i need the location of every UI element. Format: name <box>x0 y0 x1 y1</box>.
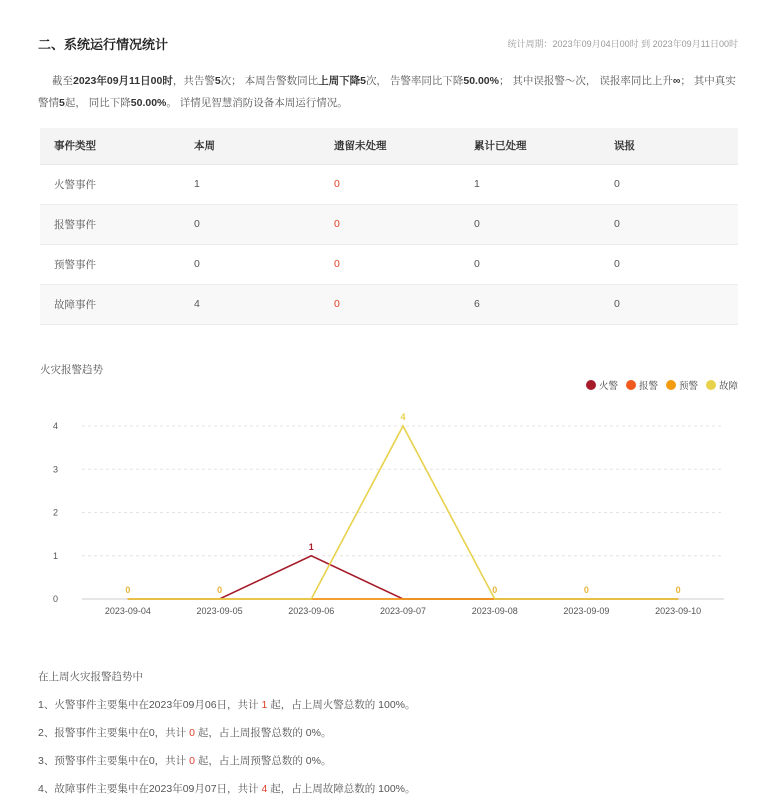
header-event-type: 事件类型 <box>40 128 180 164</box>
table-row <box>40 164 738 204</box>
summary-real-rate: 50.00% <box>130 97 167 109</box>
legend-item-fire[interactable] <box>586 378 618 392</box>
table-row <box>40 244 738 284</box>
summary-text: ； 其中误报警～次， 误报率同比上升 <box>498 75 673 87</box>
cell-this-week: 0 <box>180 244 320 284</box>
analysis-text: 3、预警事件主要集中在0，共计 <box>38 755 190 767</box>
analysis-intro: 在上周火灾报警趋势中 <box>38 671 143 683</box>
section-header <box>38 34 738 54</box>
data-label: 0 <box>583 585 589 595</box>
analysis-text: 4、故障事件主要集中在2023年09月07日，共计 <box>38 783 262 795</box>
legend-dot <box>586 380 596 390</box>
legend-item-warning[interactable] <box>666 378 698 392</box>
analysis-count: 0 <box>189 755 195 767</box>
x-tick-label: 2023-09-04 <box>104 606 151 616</box>
y-tick-label: 0 <box>52 594 58 604</box>
table-row <box>40 204 738 244</box>
summary-paragraph <box>38 70 740 114</box>
statistics-period: 统计周期：2023年09月04日00时 到 2023年09月11日00时 <box>507 39 738 49</box>
summary-change-label: 上周下降 <box>318 75 361 87</box>
legend-dot <box>706 380 716 390</box>
analysis-text: 起，占上周报警总数的 0%。 <box>194 727 332 739</box>
cell-processed: 1 <box>460 164 600 204</box>
legend-item-fault[interactable] <box>706 378 738 392</box>
cell-processed: 6 <box>460 284 600 324</box>
legend-item-alarm[interactable] <box>626 378 658 392</box>
analysis-item <box>38 726 416 754</box>
y-tick-label: 2 <box>52 507 58 518</box>
data-label: 0 <box>675 585 681 595</box>
analysis-text: 2、报警事件主要集中在0，共计 <box>38 727 190 739</box>
analysis-count: 4 <box>261 783 268 795</box>
analysis-count: 1 <box>261 699 268 711</box>
y-tick-label: 4 <box>52 421 58 431</box>
section-title: 二、系统运行情况统计 <box>38 37 169 52</box>
analysis-text: 起，占上周故障总数的 100%。 <box>267 783 416 795</box>
data-label: 0 <box>492 585 498 595</box>
cell-unprocessed: 0 <box>320 164 460 204</box>
chart-title: 火灾报警趋势 <box>40 364 103 376</box>
x-tick-label: 2023-09-10 <box>655 606 702 616</box>
summary-text: 起， 同比下降 <box>64 97 131 109</box>
header-false-alarm: 误报 <box>600 128 738 164</box>
cell-false-alarm: 0 <box>600 164 738 204</box>
summary-false-rate: ∞ <box>672 75 681 87</box>
summary-alarm-rate: 50.00% <box>463 75 499 87</box>
chart-legend <box>586 378 738 392</box>
table-header-row <box>40 128 738 164</box>
summary-alarm-count: 5 <box>214 75 221 87</box>
cell-false-alarm: 0 <box>600 244 738 284</box>
cell-this-week: 4 <box>180 284 320 324</box>
cell-event-type: 预警事件 <box>40 244 180 284</box>
y-tick-label: 3 <box>52 464 58 475</box>
cell-processed: 0 <box>460 244 600 284</box>
fire-alarm-trend-chart <box>30 400 742 630</box>
legend-label: 预警 <box>678 381 698 392</box>
summary-text: 。 详情见智慧消防设备本周运行情况。 <box>166 97 348 109</box>
cell-event-type: 火警事件 <box>40 164 180 204</box>
table-row <box>40 284 738 324</box>
cell-event-type: 故障事件 <box>40 284 180 324</box>
cell-unprocessed: 0 <box>320 284 460 324</box>
legend-label: 报警 <box>638 381 658 392</box>
cell-unprocessed: 0 <box>320 204 460 244</box>
summary-change-count: 5 <box>360 75 366 87</box>
summary-text: ； 其中真实警情 <box>38 75 736 109</box>
series-line <box>128 556 678 599</box>
legend-dot <box>666 380 676 390</box>
event-stats-table <box>40 128 738 325</box>
header-unprocessed: 遗留未处理 <box>320 128 460 164</box>
analysis-text: 1、火警事件主要集中在2023年09月06日，共计 <box>38 699 262 711</box>
summary-text: 次， 告警率同比下降 <box>365 75 464 87</box>
analysis-item <box>38 698 416 726</box>
x-tick-label: 2023-09-05 <box>196 606 243 616</box>
analysis-text: 起，占上周火警总数的 100%。 <box>267 699 416 711</box>
legend-label: 火警 <box>598 381 618 392</box>
analysis-text: 起，占上周预警总数的 0%。 <box>194 755 332 767</box>
x-tick-label: 2023-09-07 <box>379 606 427 616</box>
summary-text: 截至 <box>52 75 73 87</box>
analysis-count: 0 <box>189 727 195 739</box>
legend-label: 故障 <box>718 381 738 392</box>
x-tick-label: 2023-09-06 <box>288 606 335 616</box>
header-processed: 累计已处理 <box>460 128 600 164</box>
summary-text: ，共告警 <box>172 75 215 87</box>
summary-text: 次； 本周告警数同比 <box>220 75 319 87</box>
header-this-week: 本周 <box>180 128 320 164</box>
summary-date: 2023年09月11日00时 <box>73 75 173 87</box>
cell-false-alarm: 0 <box>600 284 738 324</box>
data-label: 1 <box>308 541 314 552</box>
trend-analysis <box>38 670 416 800</box>
cell-unprocessed: 0 <box>320 244 460 284</box>
legend-dot <box>626 380 636 390</box>
analysis-item <box>38 754 416 782</box>
cell-this-week: 1 <box>180 164 320 204</box>
x-tick-label: 2023-09-09 <box>563 606 610 616</box>
summary-real-count: 5 <box>59 97 65 109</box>
data-label: 0 <box>125 585 131 595</box>
data-label: 4 <box>400 412 406 422</box>
cell-event-type: 报警事件 <box>40 204 180 244</box>
x-tick-label: 2023-09-08 <box>471 606 518 616</box>
y-tick-label: 1 <box>52 550 58 561</box>
data-label: 0 <box>217 585 223 595</box>
analysis-item <box>38 782 416 800</box>
cell-false-alarm: 0 <box>600 204 738 244</box>
cell-this-week: 0 <box>180 204 320 244</box>
cell-processed: 0 <box>460 204 600 244</box>
